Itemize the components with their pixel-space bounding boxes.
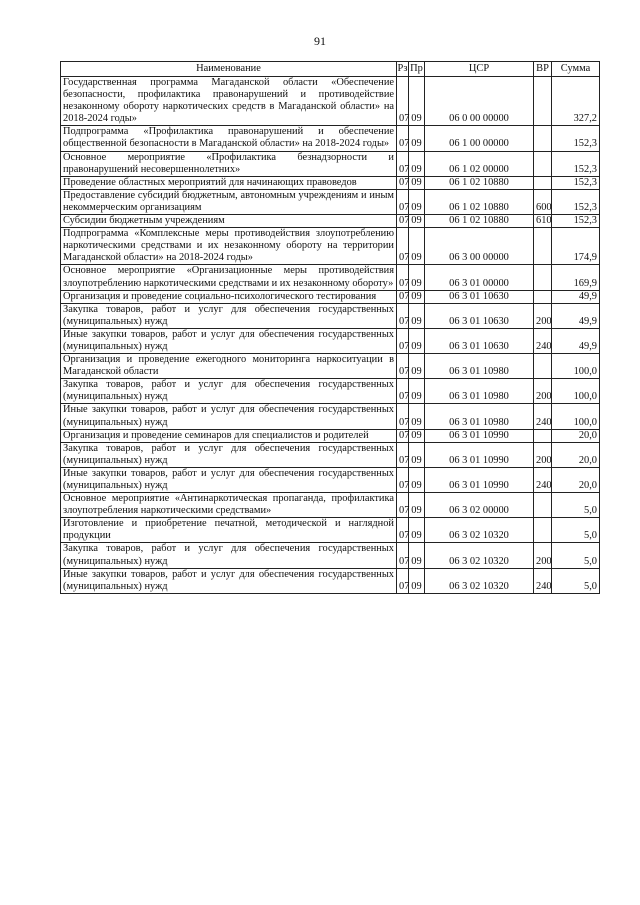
cell-csr: 06 3 01 10630 [425, 303, 534, 328]
cell-rz: 07 [397, 493, 409, 518]
cell-csr: 06 0 00 00000 [425, 77, 534, 126]
cell-csr: 06 3 02 10320 [425, 518, 534, 543]
cell-csr: 06 3 01 10980 [425, 404, 534, 429]
table-row [61, 543, 600, 568]
cell-pr: 09 [409, 429, 425, 442]
cell-sum: 100,0 [552, 379, 600, 404]
cell-rz: 07 [397, 77, 409, 126]
page-number: 91 [314, 34, 326, 48]
cell-sum: 49,9 [552, 328, 600, 353]
table-row [61, 77, 600, 126]
cell-rz: 07 [397, 228, 409, 265]
table-row [61, 328, 600, 353]
table-row [61, 151, 600, 176]
cell-pr: 09 [409, 290, 425, 303]
table-row [61, 429, 600, 442]
cell-csr: 06 3 01 10630 [425, 328, 534, 353]
cell-sum: 5,0 [552, 493, 600, 518]
cell-rz: 07 [397, 429, 409, 442]
cell-name: Иные закупки товаров, работ и услуг для обеспечения государственных (муниципальных) нужд [61, 328, 397, 353]
table-row [61, 568, 600, 593]
cell-vr: 240 [534, 328, 552, 353]
cell-csr: 06 3 01 10990 [425, 442, 534, 467]
header-sum: Сумма [552, 62, 600, 77]
cell-csr: 06 3 01 10980 [425, 379, 534, 404]
cell-name: Закупка товаров, работ и услуг для обеспечения государственных (муниципальных) нужд [61, 442, 397, 467]
table-row [61, 215, 600, 228]
cell-rz: 07 [397, 126, 409, 151]
cell-sum: 20,0 [552, 467, 600, 492]
cell-rz: 07 [397, 467, 409, 492]
table-row [61, 126, 600, 151]
cell-name: Иные закупки товаров, работ и услуг для обеспечения государственных (муниципальных) нужд [61, 404, 397, 429]
cell-sum: 5,0 [552, 518, 600, 543]
cell-csr: 06 1 00 00000 [425, 126, 534, 151]
cell-pr: 09 [409, 228, 425, 265]
cell-vr [534, 151, 552, 176]
table-row [61, 467, 600, 492]
header-name: Наименование [61, 62, 397, 77]
cell-sum: 174,9 [552, 228, 600, 265]
cell-sum: 152,3 [552, 189, 600, 214]
cell-name: Основное мероприятие «Профилактика безнадзорности и правонарушений несовершеннолетних» [61, 151, 397, 176]
cell-rz: 07 [397, 328, 409, 353]
cell-name: Государственная программа Магаданской области «Обеспечение безопасности, профилактика правонарушений и противодействие незаконному обороту наркотических средств в Магаданской области» на 2018-2024 годы» [61, 77, 397, 126]
cell-sum: 5,0 [552, 568, 600, 593]
cell-name: Иные закупки товаров, работ и услуг для обеспечения государственных (муниципальных) нужд [61, 467, 397, 492]
cell-pr: 09 [409, 568, 425, 593]
cell-name: Подпрограмма «Комплексные меры противодействия злоупотреблению наркотическими средствами и их незаконному обороту на территории Магаданской области» на 2018-2024 годы» [61, 228, 397, 265]
cell-rz: 07 [397, 176, 409, 189]
table-row [61, 189, 600, 214]
budget-table [60, 61, 600, 594]
cell-vr [534, 228, 552, 265]
cell-sum: 49,9 [552, 303, 600, 328]
cell-rz: 07 [397, 404, 409, 429]
cell-sum: 49,9 [552, 290, 600, 303]
cell-name: Изготовление и приобретение печатной, методической и наглядной продукции [61, 518, 397, 543]
cell-sum: 152,3 [552, 126, 600, 151]
cell-rz: 07 [397, 518, 409, 543]
cell-csr: 06 3 02 10320 [425, 543, 534, 568]
cell-sum: 20,0 [552, 442, 600, 467]
cell-pr: 09 [409, 151, 425, 176]
cell-vr: 200 [534, 543, 552, 568]
cell-pr: 09 [409, 379, 425, 404]
cell-name: Иные закупки товаров, работ и услуг для обеспечения государственных (муниципальных) нужд [61, 568, 397, 593]
table-row [61, 442, 600, 467]
cell-name: Основное мероприятие «Организационные меры противодействия злоупотреблению наркотическими средствами и их незаконному обороту» [61, 265, 397, 290]
cell-name: Организация и проведение семинаров для специалистов и родителей [61, 429, 397, 442]
cell-name: Предоставление субсидий бюджетным, автономным учреждениям и иным некоммерческим организациям [61, 189, 397, 214]
cell-csr: 06 3 01 00000 [425, 265, 534, 290]
table-row [61, 176, 600, 189]
cell-rz: 07 [397, 215, 409, 228]
cell-vr [534, 518, 552, 543]
cell-rz: 07 [397, 543, 409, 568]
cell-csr: 06 3 01 10630 [425, 290, 534, 303]
cell-sum: 152,3 [552, 176, 600, 189]
cell-rz: 07 [397, 290, 409, 303]
cell-pr: 09 [409, 404, 425, 429]
cell-sum: 20,0 [552, 429, 600, 442]
cell-pr: 09 [409, 189, 425, 214]
table-row [61, 379, 600, 404]
cell-pr: 09 [409, 328, 425, 353]
cell-name: Закупка товаров, работ и услуг для обеспечения государственных (муниципальных) нужд [61, 303, 397, 328]
cell-rz: 07 [397, 265, 409, 290]
cell-pr: 09 [409, 265, 425, 290]
table-row [61, 493, 600, 518]
cell-vr [534, 493, 552, 518]
cell-vr [534, 176, 552, 189]
cell-vr: 610 [534, 215, 552, 228]
table-header-row [61, 62, 600, 77]
cell-vr: 200 [534, 442, 552, 467]
cell-sum: 100,0 [552, 354, 600, 379]
cell-rz: 07 [397, 151, 409, 176]
cell-csr: 06 3 01 10980 [425, 354, 534, 379]
cell-vr: 200 [534, 379, 552, 404]
cell-csr: 06 3 01 10990 [425, 429, 534, 442]
header-rz: Рз [397, 62, 409, 77]
cell-pr: 09 [409, 126, 425, 151]
cell-vr [534, 265, 552, 290]
cell-pr: 09 [409, 215, 425, 228]
cell-csr: 06 1 02 10880 [425, 176, 534, 189]
cell-csr: 06 1 02 00000 [425, 151, 534, 176]
table-row [61, 354, 600, 379]
header-csr: ЦСР [425, 62, 534, 77]
cell-vr: 240 [534, 568, 552, 593]
cell-csr: 06 3 02 00000 [425, 493, 534, 518]
cell-sum: 152,3 [552, 151, 600, 176]
header-pr: Пр [409, 62, 425, 77]
cell-vr [534, 126, 552, 151]
cell-vr [534, 429, 552, 442]
cell-csr: 06 1 02 10880 [425, 189, 534, 214]
header-vr: ВР [534, 62, 552, 77]
cell-name: Закупка товаров, работ и услуг для обеспечения государственных (муниципальных) нужд [61, 379, 397, 404]
cell-vr: 240 [534, 467, 552, 492]
cell-vr [534, 77, 552, 126]
cell-csr: 06 1 02 10880 [425, 215, 534, 228]
cell-pr: 09 [409, 442, 425, 467]
table-row [61, 290, 600, 303]
table-body [61, 77, 600, 594]
cell-pr: 09 [409, 518, 425, 543]
table-row [61, 265, 600, 290]
cell-csr: 06 3 01 10990 [425, 467, 534, 492]
cell-sum: 100,0 [552, 404, 600, 429]
cell-rz: 07 [397, 442, 409, 467]
table-row [61, 228, 600, 265]
cell-rz: 07 [397, 189, 409, 214]
cell-name: Подпрограмма «Профилактика правонарушений и обеспечение общественной безопасности в Магаданской области» на 2018-2024 годы» [61, 126, 397, 151]
cell-rz: 07 [397, 354, 409, 379]
table-row [61, 303, 600, 328]
cell-pr: 09 [409, 467, 425, 492]
table-row [61, 518, 600, 543]
cell-name: Проведение областных мероприятий для начинающих правоведов [61, 176, 397, 189]
cell-vr [534, 354, 552, 379]
cell-name: Субсидии бюджетным учреждениям [61, 215, 397, 228]
cell-name: Организация и проведение ежегодного мониторинга наркоситуации в Магаданской области [61, 354, 397, 379]
cell-sum: 5,0 [552, 543, 600, 568]
cell-pr: 09 [409, 543, 425, 568]
cell-name: Закупка товаров, работ и услуг для обеспечения государственных (муниципальных) нужд [61, 543, 397, 568]
cell-csr: 06 3 00 00000 [425, 228, 534, 265]
cell-pr: 09 [409, 303, 425, 328]
cell-rz: 07 [397, 303, 409, 328]
cell-sum: 169,9 [552, 265, 600, 290]
cell-vr: 240 [534, 404, 552, 429]
cell-sum: 152,3 [552, 215, 600, 228]
cell-rz: 07 [397, 568, 409, 593]
table-row [61, 404, 600, 429]
cell-rz: 07 [397, 379, 409, 404]
cell-pr: 09 [409, 176, 425, 189]
cell-csr: 06 3 02 10320 [425, 568, 534, 593]
cell-name: Основное мероприятие «Антинаркотическая пропаганда, профилактика злоупотребления наркотическими средствами» [61, 493, 397, 518]
cell-sum: 327,2 [552, 77, 600, 126]
cell-name: Организация и проведение социально-психологического тестирования [61, 290, 397, 303]
cell-vr: 200 [534, 303, 552, 328]
cell-vr [534, 290, 552, 303]
cell-pr: 09 [409, 493, 425, 518]
cell-vr: 600 [534, 189, 552, 214]
cell-pr: 09 [409, 77, 425, 126]
cell-pr: 09 [409, 354, 425, 379]
